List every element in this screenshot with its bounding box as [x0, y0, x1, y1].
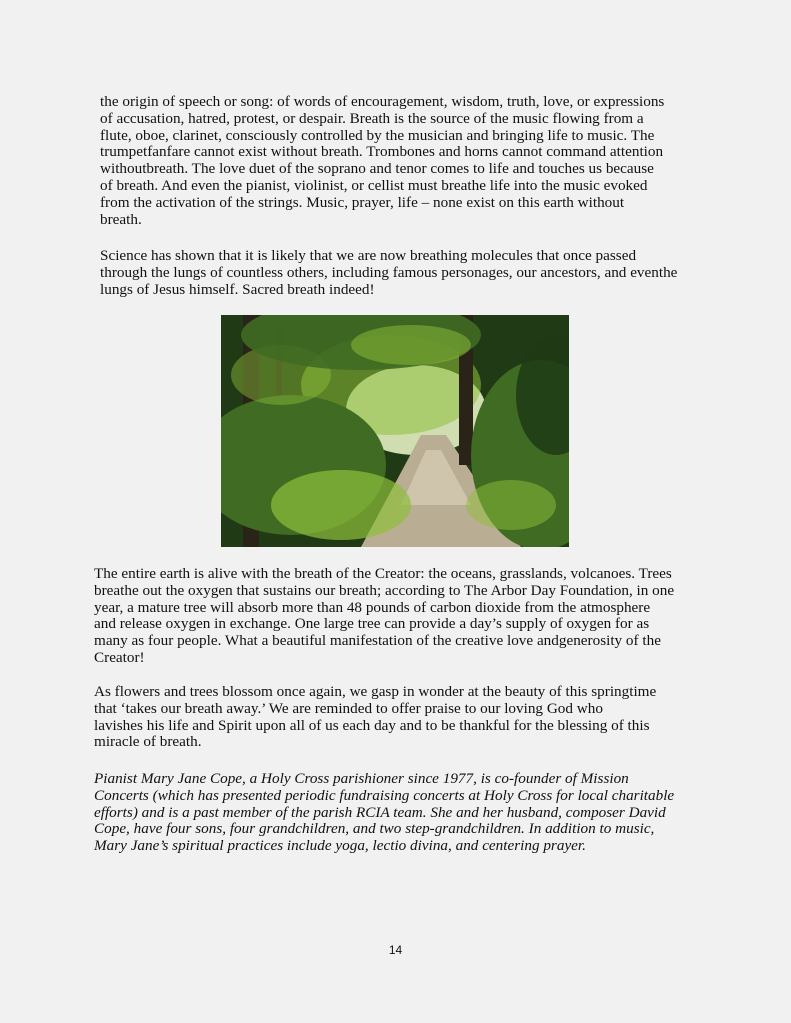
forest-path-illustration [221, 315, 569, 547]
author-bio: Pianist Mary Jane Cope, a Holy Cross parishioner since 1977, is co-founder of Mission Concerts (which has presented periodic fundraising concerts at Holy Cross for local charitable efforts) and is a past member of the parish RCIA team. She and her husband, composer David Cope, have four sons, four grandchildren, and two step-grandchildren. In addition to music, Mary Jane’s spiritual practices include yoga, lectio divina, and centering prayer. [94, 770, 675, 855]
body-paragraph-earth-alive: The entire earth is alive with the breath of the Creator: the oceans, grasslands, volcanoes. Trees breathe out the oxygen that sustains our breath; according to The Arbor Day Foundation, in one year, a mature tree will absorb more than 48 pounds of carbon dioxide from the atmosphere and release oxygen in exchange. One large tree can provide a day’s supply of oxygen for as many as four people. What a beautiful manifestation of the creative love andgenerosity of the Creator! [94, 565, 675, 666]
body-paragraph-sacred-breath: Science has shown that it is likely that we are now breathing molecules that once passed through the lungs of countless others, including famous personages, our ancestors, and eventhe lungs of Jesus himself. Sacred breath indeed! [100, 247, 678, 298]
page-number: 14 [388, 943, 403, 957]
body-paragraph-breath-music: the origin of speech or song: of words of encouragement, wisdom, truth, love, or expressions of accusation, hatred, protest, or despair. Breath is the source of the music flowing from a flute, oboe, clarinet, consciously controlled by the musician and bringing life to music. The trumpetfanfare cannot exist without breath. Trombones and horns cannot command attention withoutbreath. The love duet of the soprano and tenor comes to life and touches us because of breath. And even the pianist, violinist, or cellist must breathe life into the music evoked from the activation of the strings. Music, prayer, life – none exist on this earth without breath. [100, 93, 665, 228]
forest-path-photo [221, 315, 569, 547]
body-paragraph-springtime: As flowers and trees blossom once again, we gasp in wonder at the beauty of this springtime that ‘takes our breath away.’ We are reminded to offer praise to our loving God who lavishes his life and Spirit upon all of us each day and to be thankful for the blessing of this miracle of breath. [94, 683, 657, 751]
